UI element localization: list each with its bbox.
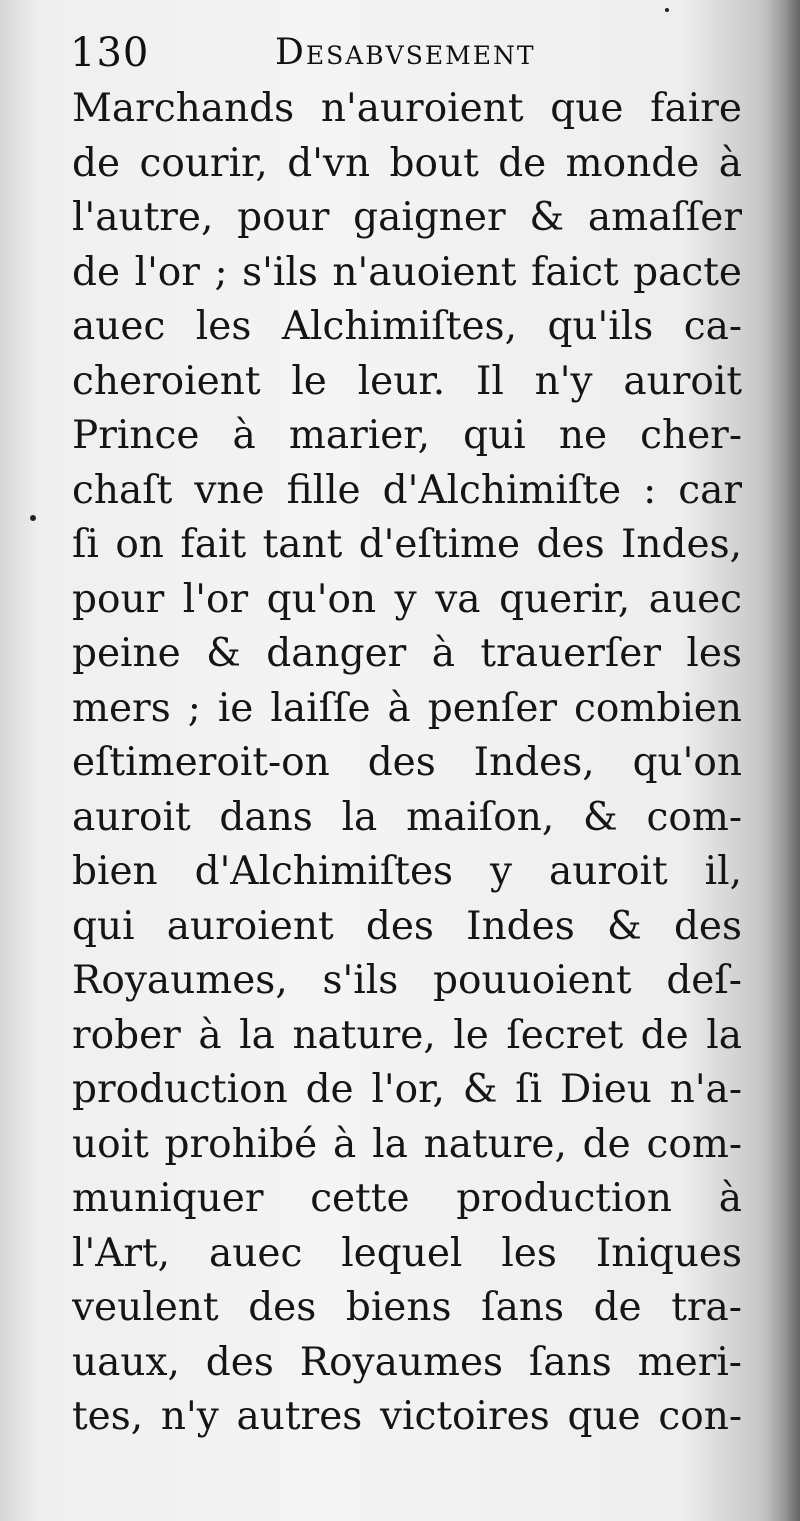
- running-head: Desabvsement: [275, 32, 536, 73]
- text-line: cheroient le leur. Il n'y auroit: [72, 358, 742, 404]
- text-line: uaux, des Royaumes ſans meri-: [72, 1339, 742, 1385]
- ink-speck: [30, 515, 36, 521]
- text-line: chaſt vne fille d'Alchimiſte : car: [72, 467, 742, 513]
- text-line: l'autre, pour gaigner & amaſſer: [72, 195, 742, 240]
- text-line: ſi on fait tant d'eſtime des Indes,: [72, 522, 742, 567]
- text-line: qui auroient des Indes & des: [72, 903, 742, 949]
- text-line: pour l'or qu'on y va querir, auec: [72, 576, 742, 622]
- text-line: de courir, d'vn bout de monde à: [72, 140, 742, 186]
- text-line: Prince à marier, qui ne cher-: [72, 413, 742, 458]
- body-text: [72, 82, 742, 1445]
- text-line: auroit dans la maiſon, & com-: [72, 794, 742, 840]
- text-line: muniquer cette production à: [72, 1176, 742, 1221]
- text-line: de l'or ; s'ils n'auoient faict pacte: [72, 249, 742, 295]
- ink-speck: [665, 8, 669, 12]
- text-line: tes, n'y autres victoires que con-: [72, 1394, 742, 1439]
- text-line: l'Art, auec lequel les Iniques: [72, 1230, 742, 1276]
- text-line: auec les Alchimiſtes, qu'ils ca-: [72, 304, 742, 349]
- text-line: Royaumes, s'ils pouuoient deſ-: [72, 958, 742, 1003]
- text-line: rober à la nature, le ſecret de la: [72, 1012, 742, 1058]
- text-line: veulent des biens ſans de tra-: [72, 1285, 742, 1330]
- text-line: peine & danger à trauerſer les: [72, 631, 742, 676]
- text-line: eſtimeroit-on des Indes, qu'on: [72, 740, 742, 785]
- text-line: Marchands n'auroient que faire: [72, 86, 742, 131]
- page-header: [70, 22, 750, 82]
- text-line: production de l'or, & ſi Dieu n'a-: [72, 1067, 742, 1112]
- text-line: bien d'Alchimiſtes y auroit il,: [72, 849, 742, 894]
- page-number: 130: [70, 30, 150, 76]
- text-line: mers ; ie laiſſe à penſer combien: [72, 685, 742, 731]
- text-line: uoit prohibé à la nature, de com-: [72, 1121, 742, 1167]
